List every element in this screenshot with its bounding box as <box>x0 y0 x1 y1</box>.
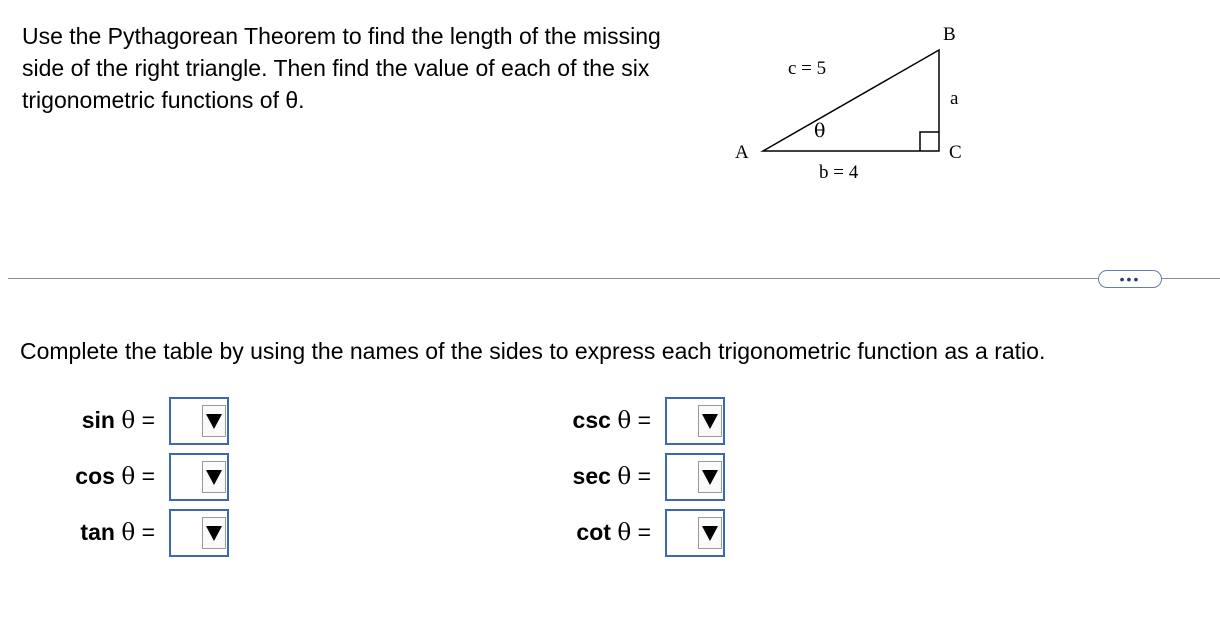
dropdown-toggle[interactable] <box>202 405 226 437</box>
theta-symbol: θ <box>121 408 136 434</box>
function-name: sec <box>572 463 611 489</box>
question-text: Use the Pythagorean Theorem to find the length of the missing side of the right triangle. Then find the value of each of the six trigonometric functions of θ. <box>22 23 661 113</box>
function-name: cot <box>576 519 611 545</box>
dropdown-toggle[interactable] <box>698 405 722 437</box>
hypotenuse-label: c = 5 <box>788 58 827 79</box>
cot-label <box>541 519 651 546</box>
section-divider <box>8 278 1220 279</box>
theta-symbol: θ <box>121 464 136 490</box>
cos-label <box>45 463 155 490</box>
dropdown-toggle[interactable] <box>698 517 722 549</box>
equals-sign: = <box>141 463 155 489</box>
theta-symbol: θ <box>617 464 632 490</box>
right-triangle-figure <box>725 18 985 193</box>
angle-theta-label: θ <box>814 120 826 142</box>
csc-label <box>541 407 651 434</box>
instruction-text: Complete the table by using the names of the sides to express each trigonometric function as a ratio. <box>20 338 1046 364</box>
tan-dropdown[interactable] <box>169 509 229 557</box>
vertex-a-label: A <box>735 142 749 163</box>
chevron-down-icon <box>206 470 222 485</box>
chevron-down-icon <box>206 526 222 541</box>
right-angle-marker <box>920 132 939 151</box>
csc-dropdown[interactable] <box>665 397 725 445</box>
chevron-down-icon <box>702 470 718 485</box>
theta-symbol: θ <box>617 408 632 434</box>
equals-sign: = <box>637 519 651 545</box>
function-name: csc <box>572 407 611 433</box>
equals-sign: = <box>141 519 155 545</box>
equals-sign: = <box>637 463 651 489</box>
adjacent-side-label: b = 4 <box>819 162 859 183</box>
cos-dropdown[interactable] <box>169 453 229 501</box>
sec-label <box>541 463 651 490</box>
function-name: cos <box>75 463 115 489</box>
theta-symbol: θ <box>617 520 632 546</box>
function-name: sin <box>81 407 115 433</box>
vertex-b-label: B <box>943 24 956 45</box>
dropdown-toggle[interactable] <box>202 461 226 493</box>
theta-symbol: θ <box>121 520 136 546</box>
dropdown-toggle[interactable] <box>698 461 722 493</box>
vertex-c-label: C <box>949 142 962 163</box>
chevron-down-icon <box>206 414 222 429</box>
sin-label <box>45 407 155 434</box>
function-name: tan <box>80 519 115 545</box>
cot-dropdown[interactable] <box>665 509 725 557</box>
chevron-down-icon <box>702 526 718 541</box>
dropdown-toggle[interactable] <box>202 517 226 549</box>
equals-sign: = <box>141 407 155 433</box>
tan-label <box>45 519 155 546</box>
chevron-down-icon <box>702 414 718 429</box>
more-options-button[interactable]: ••• <box>1098 270 1162 288</box>
sin-dropdown[interactable] <box>169 397 229 445</box>
sec-dropdown[interactable] <box>665 453 725 501</box>
opposite-side-label: a <box>950 88 959 109</box>
equals-sign: = <box>637 407 651 433</box>
